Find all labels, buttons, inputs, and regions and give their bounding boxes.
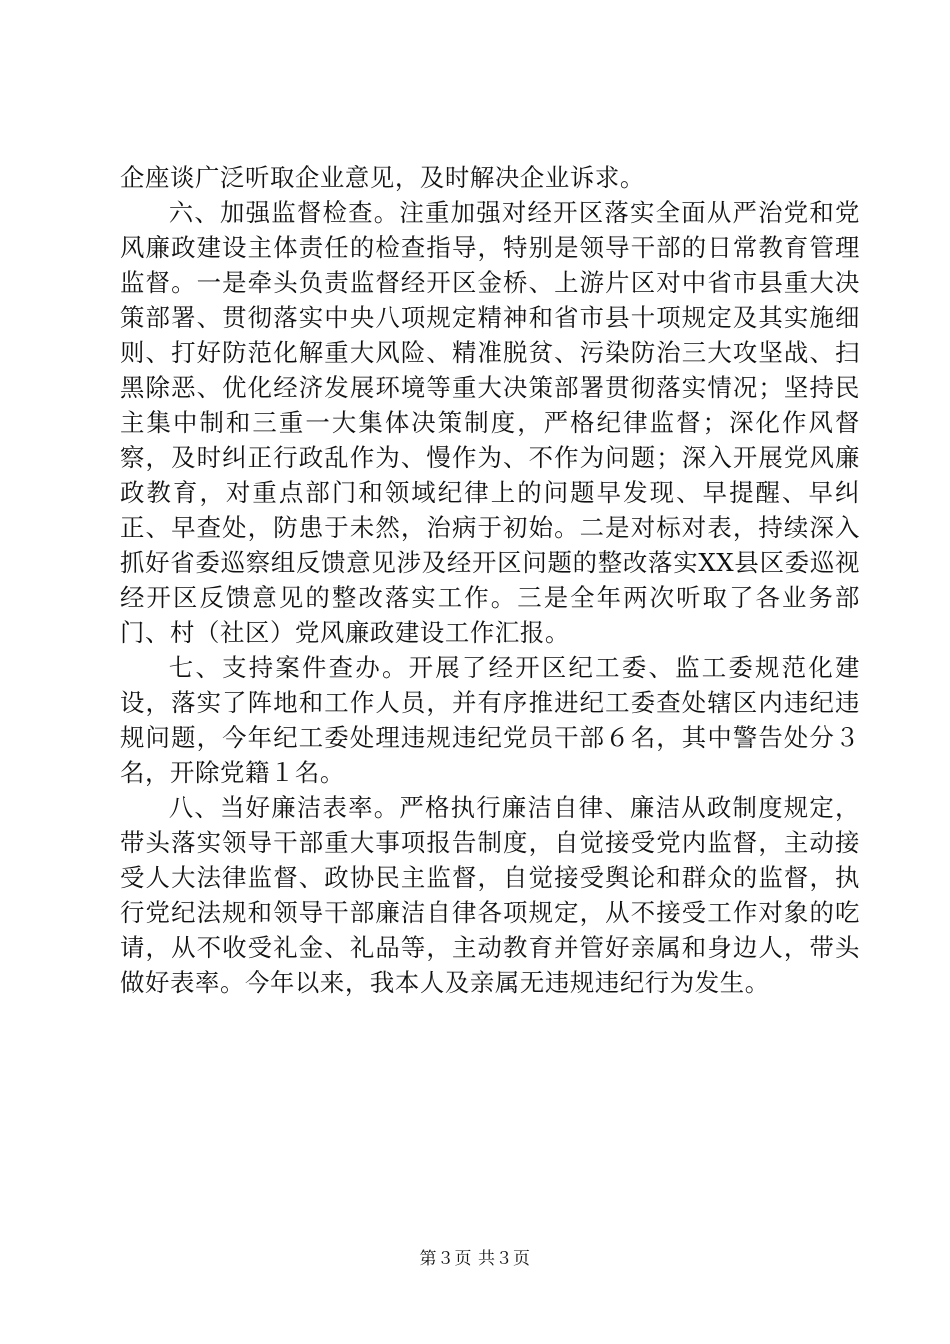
paragraph-section-7: 七、支持案件查办。开展了经开区纪工委、监工委规范化建设，落实了阵地和工作人员，并有序推进纪工委查处辖区内违纪违规问题，今年纪工委处理违规违纪党员干部６名，其中警告处分３名，开除党籍１名。 <box>120 653 860 787</box>
paragraph-section-6: 六、加强监督检查。注重加强对经开区落实全面从严治党和党风廉政建设主体责任的检查指导，特别是领导干部的日常教育管理监督。一是牵头负责监督经开区金桥、上游片区对中省市县重大决策部署、贯彻落实中央八项规定精神和省市县十项规定及其实施细则、打好防范化解重大风险、精准脱贫、污染防治三大攻坚战、扫黑除恶、优化经济发展环境等重大决策部署贯彻落实情况；坚持民主集中制和三重一大集体决策制度，严格纪律监督；深化作风督察，及时纠正行政乱作为、慢作为、不作为问题；深入开展党风廉政教育，对重点部门和领域纪律上的问题早发现、早提醒、早纠正、早查处，防患于未然，治病于初始。二是对标对表，持续深入抓好省委巡察组反馈意见涉及经开区问题的整改落实XX县区委巡视经开区反馈意见的整改落实工作。三是全年两次听取了各业务部门、村（社区）党风廉政建设工作汇报。 <box>120 198 860 647</box>
paragraph-section-8: 八、当好廉洁表率。严格执行廉洁自律、廉洁从政制度规定，带头落实领导干部重大事项报告制度，自觉接受党内监督，主动接受人大法律监督、政协民主监督，自觉接受舆论和群众的监督，执行党纪法规和领导干部廉洁自律各项规定，从不接受工作对象的吃请，从不收受礼金、礼品等，主动教育并管好亲属和身边人，带头做好表率。今年以来，我本人及亲属无违规违纪行为发生。 <box>120 793 860 997</box>
page-number-footer: 第３页 共３页 <box>419 1249 531 1269</box>
document-body <box>120 160 860 1000</box>
paragraph-continuation: 企座谈广泛听取企业意见，及时解决企业诉求。 <box>120 163 645 192</box>
